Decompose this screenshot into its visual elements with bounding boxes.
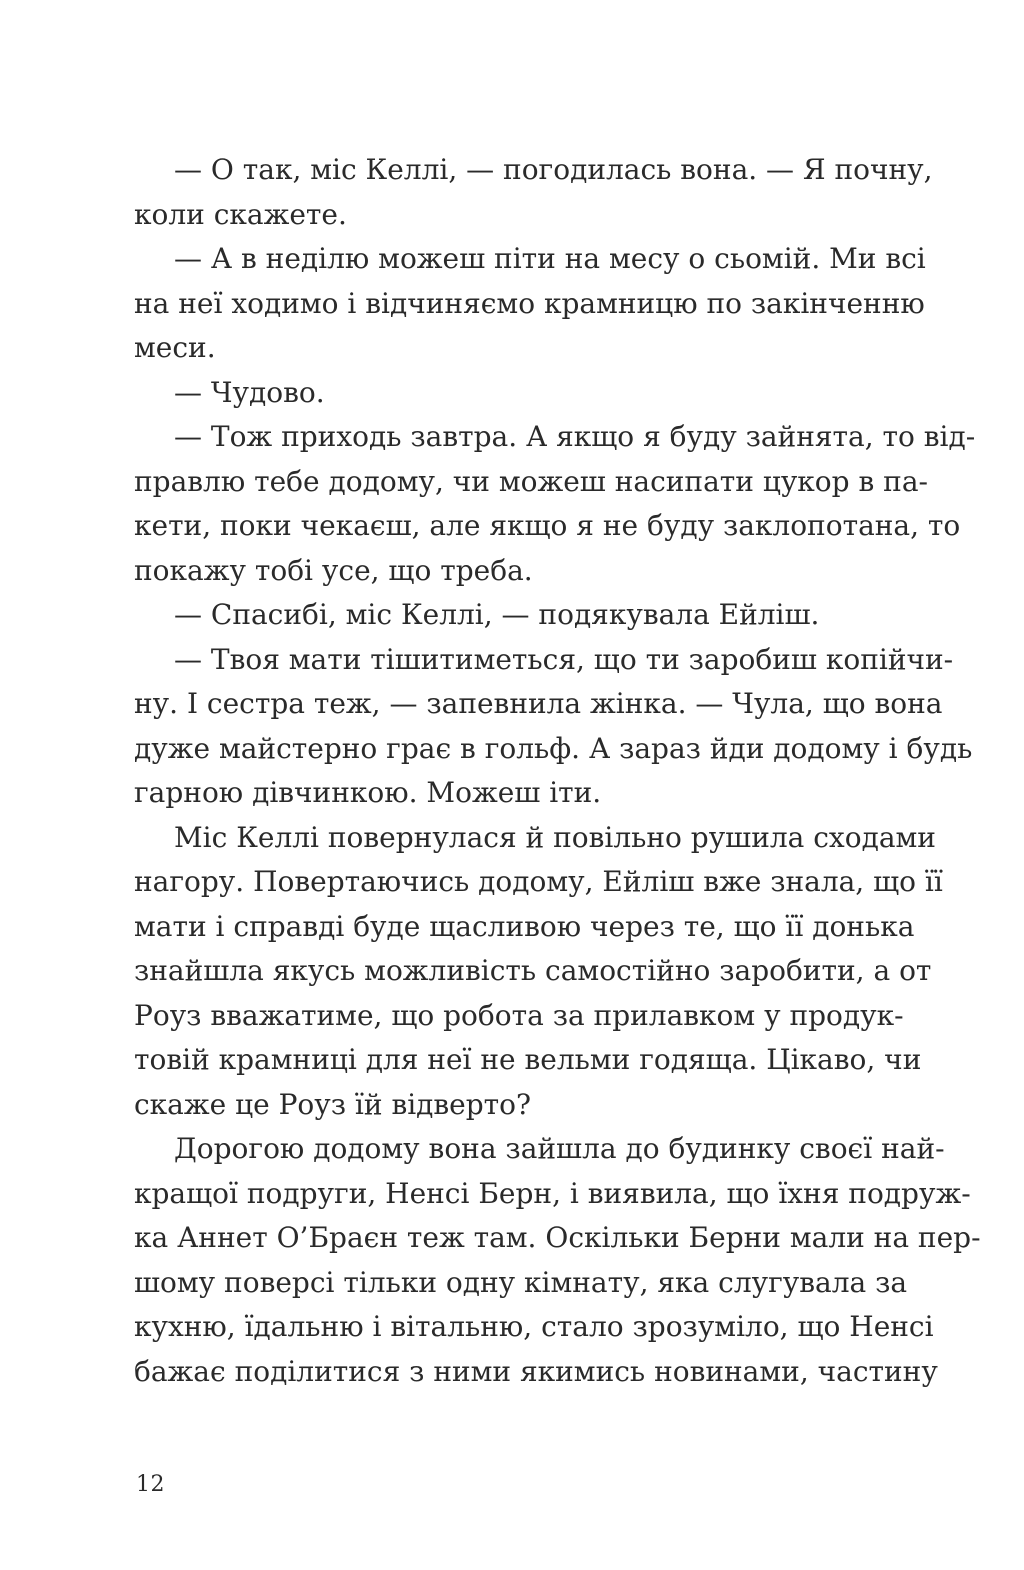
text-line: мати і справді буде щасливою через те, що її донька: [134, 909, 915, 943]
text-line: бажає поділитися з ними якимись новинами, частину: [134, 1354, 938, 1388]
text-line: — Твоя мати тішитиметься, що ти заробиш копійчи-: [174, 642, 954, 676]
text-line: коли скажете.: [134, 197, 347, 231]
paragraph: [134, 237, 926, 371]
text-line: правлю тебе додому, чи можеш насипати цукор в па-: [134, 464, 928, 498]
paragraph: [134, 593, 890, 638]
text-line: знайшла якусь можливість самостійно заробити, а от: [134, 954, 932, 987]
text-line: — О так, міс Келлі, — погодилась вона. — Я почну,: [174, 153, 933, 186]
text-line: скаже це Роуз їй відверто?: [134, 1087, 532, 1121]
text-line: меси.: [134, 331, 216, 364]
text-line: — Чудово.: [174, 375, 325, 409]
text-line: — Тож приходь завтра. А якщо я буду зайнята, то від-: [174, 420, 976, 453]
paragraph: [134, 1127, 981, 1394]
paragraph: [134, 415, 976, 593]
body-text: [134, 148, 981, 1394]
text-line: Роуз вважатиме, що робота за прилавком у продук-: [134, 998, 904, 1032]
text-line: Дорогою додому вона зайшла до будинку своєї най-: [174, 1132, 945, 1165]
text-line: шому поверсі тільки одну кімнату, яка слугувала за: [134, 1265, 908, 1299]
text-line: Міс Келлі повернулася й повільно рушила сходами: [174, 820, 936, 854]
text-line: покажу тобі усе, що треба.: [134, 553, 533, 587]
text-line: гарною дівчинкою. Можеш іти.: [134, 776, 602, 809]
text-line: дуже майстерно грає в гольф. А зараз йди додому і будь: [134, 731, 973, 765]
page-number: 12: [136, 1472, 165, 1497]
paragraph: [134, 638, 973, 816]
text-line: кухню, їдальню і вітальню, стало зрозуміло, що Ненсі: [134, 1310, 934, 1343]
text-line: — А в неділю можеш піти на месу о сьомій. Ми всі: [174, 242, 926, 275]
text-line: кети, поки чекаєш, але якщо я не буду заклопотана, то: [134, 509, 961, 542]
paragraph: [134, 816, 943, 1128]
text-line: на неї ходимо і відчиняємо крамницю по закінченню: [134, 286, 925, 320]
text-line: — Спасибі, міс Келлі, — подякувала Ейліш.: [174, 598, 820, 631]
text-line: ну. І сестра теж, — запевнила жінка. — Чула, що вона: [134, 687, 943, 720]
paragraph: [134, 371, 890, 416]
paragraph: [134, 148, 933, 237]
text-line: кращої подруги, Ненсі Берн, і виявила, що їхня подруж-: [134, 1176, 971, 1210]
text-line: товій крамниці для неї не вельми годяща. Цікаво, чи: [134, 1043, 922, 1076]
text-line: ка Аннет О’Браєн теж там. Оскільки Берни мали на пер-: [134, 1221, 981, 1254]
text-line: нагору. Повертаючись додому, Ейліш вже знала, що її: [134, 865, 943, 898]
